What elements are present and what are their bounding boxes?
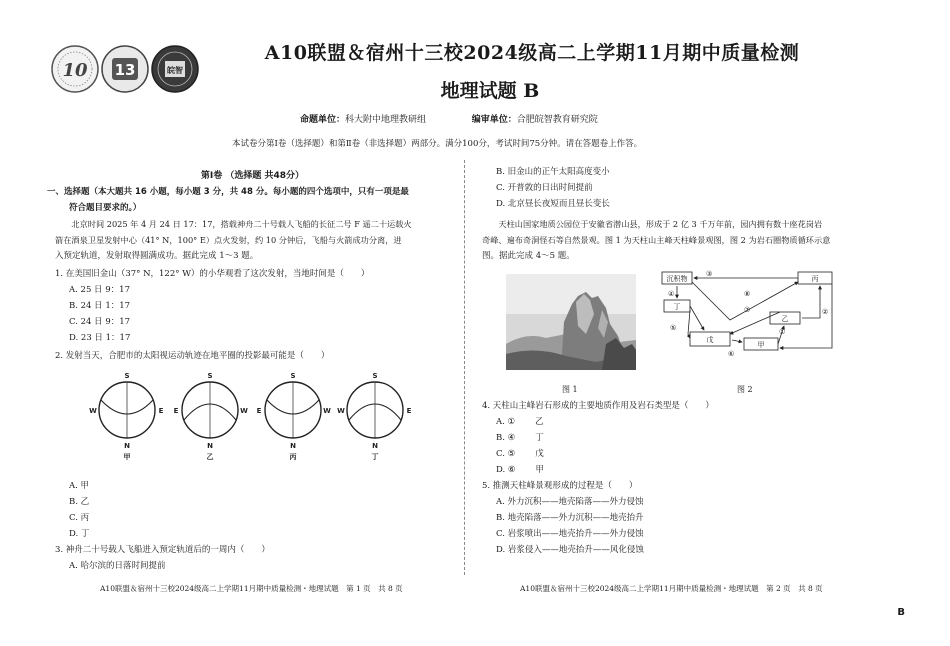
page-letter: B (897, 607, 905, 618)
setter-label: 命题单位： (300, 115, 346, 125)
q5-option[interactable]: B. 地壳陷落——外力沉积——地壳抬升 (496, 513, 644, 523)
label-n1: ① (779, 328, 786, 336)
diagram-jia-right: E (158, 407, 164, 415)
q5-option[interactable]: C. 岩浆喷出——地壳抬升——外力侵蚀 (496, 529, 644, 539)
label-n7: ⑦ (744, 306, 751, 314)
q1-option[interactable]: B. 24 日 1：17 (69, 301, 131, 311)
diagram-jia-left: W (89, 407, 97, 415)
passage-1-line-3: 入预定轨道，发射取得圆满成功。据此完成 1～3 题。 (55, 251, 259, 261)
diagram-ding-label: 丁 (371, 453, 379, 461)
q3-option[interactable]: B. 旧金山的正午太阳高度变小 (496, 167, 610, 177)
q5-option[interactable]: A. 外力沉积——地壳陷落——外力侵蚀 (496, 497, 644, 507)
q4-option[interactable] (482, 462, 877, 478)
q3-option[interactable]: C. 开普敦的日出时间提前 (496, 183, 593, 193)
reviewer-label: 编审单位： (471, 115, 517, 125)
diagram-bing-left: E (256, 407, 262, 415)
setter-value: 科大附中地理教研组 (345, 115, 427, 125)
passage-1-line-2: 箭在酒泉卫星发射中心（41° N，100° E）点火发射，约 10 分钟后，飞船与火箭成功分离，进 (55, 235, 402, 245)
passage-1-line-1: 北京时间 2025 年 4 月 24 日 17：17，搭载神舟二十号载人飞船的长征二号 F 遥二十运载火 (71, 219, 412, 229)
q4-option-d: D. ⑥ (496, 465, 516, 475)
diagram-yi-top: S (207, 372, 213, 380)
diagram-ding-right: E (406, 407, 412, 415)
q3-option[interactable]: A. 哈尔滨的日落时间提前 (69, 561, 166, 571)
figure-2-caption: 图 2 (737, 385, 753, 394)
label-sediment: 沉积物 (666, 275, 688, 283)
q2-option[interactable]: A. 甲 (69, 481, 90, 491)
q4-option[interactable] (482, 446, 877, 462)
diagram-bing-label: 丙 (289, 453, 297, 461)
diagram-ding-bottom: N (372, 442, 378, 450)
q1-option[interactable]: D. 23 日 1：17 (69, 333, 131, 343)
figure-1-caption: 图 1 (562, 385, 578, 394)
diagram-bing-top: S (290, 372, 296, 380)
q2-option[interactable]: B. 乙 (69, 497, 90, 507)
q2-option[interactable]: C. 丙 (69, 513, 90, 523)
figures-row (482, 270, 877, 398)
a10-alliance-logo (52, 46, 98, 92)
rock-cycle-diagram (660, 270, 835, 380)
label-wu: 戊 (706, 336, 714, 344)
question-4: 4. 天柱山主峰岩石形成的主要地质作用及岩石类型是（ ） (482, 401, 714, 411)
q4-option-c: C. ⑤ (496, 449, 516, 459)
diagram-ding-left: W (337, 407, 345, 415)
label-n5: ⑤ (670, 324, 677, 332)
diagram-yi-right: W (240, 407, 248, 415)
q4-option-a-rock: 乙 (535, 417, 544, 427)
label-n8: ⑧ (744, 290, 751, 298)
diagram-bing (257, 372, 332, 461)
svg-text:皖智: 皖智 (167, 66, 183, 75)
diagram-jia-label: 甲 (123, 453, 131, 461)
label-n3: ③ (706, 270, 713, 278)
svg-text:10: 10 (62, 60, 88, 81)
label-bing: 丙 (811, 275, 819, 283)
footer-left: A10联盟＆宿州十三校2024级高二上学期11月期中质量检测・地理试题 第 1 页 共 8 页 (100, 584, 403, 593)
q1-option[interactable]: A. 25 日 9：17 (69, 285, 130, 295)
reviewer-value: 合肥皖智教育研究院 (516, 115, 598, 125)
q2-option[interactable]: D. 丁 (69, 529, 90, 539)
diagram-yi-label: 乙 (206, 453, 214, 461)
q4-option-d-rock: 甲 (535, 465, 545, 475)
left-column (47, 168, 450, 574)
label-ding: 丁 (673, 303, 681, 311)
diagram-jia-bottom: N (124, 442, 130, 450)
footer-right: A10联盟＆宿州十三校2024级高二上学期11月期中质量检测・地理试题 第 2 页 共 8 页 (520, 584, 823, 593)
part-heading: 一、选择题（本大题共 16 小题，每小题 3 分，共 48 分。每小题的四个选项中，只有一项是最 (47, 187, 409, 197)
part-heading-cont: 符合题目要求的。） (69, 203, 142, 213)
wanzhi-logo (152, 46, 198, 92)
sun-path-diagrams (55, 368, 450, 464)
exam-units (300, 112, 598, 125)
diagram-ding (337, 372, 411, 461)
q4-option[interactable] (482, 414, 877, 430)
tianzhu-peak-photo (506, 274, 636, 370)
diagram-yi-bottom: N (207, 442, 213, 450)
label-n4: ④ (668, 290, 675, 298)
q4-option[interactable] (482, 430, 877, 446)
exam-subtitle: 地理试题 B (440, 80, 540, 102)
q4-option-c-rock: 戊 (535, 449, 544, 459)
question-1: 1. 在美国旧金山（37° N，122° W）的小华观看了这次发射，当地时间是（ ） (55, 269, 370, 279)
label-n2: ② (822, 308, 829, 316)
diagram-bing-bottom: N (290, 442, 296, 450)
label-jia: 甲 (757, 341, 765, 349)
header-logos (50, 40, 200, 100)
question-3: 3. 神舟二十号载人飞船进入预定轨道后的一周内（ ） (55, 545, 270, 555)
q4-option-a: A. ① (496, 417, 516, 427)
question-5: 5. 推测天柱峰景观形成的过程是（ ） (482, 481, 638, 491)
right-column (482, 164, 877, 558)
svg-text:13: 13 (114, 61, 136, 79)
q4-option-b: B. ④ (496, 433, 516, 443)
diagram-yi-left: E (173, 407, 179, 415)
exam-instructions: 本试卷分第Ⅰ卷（选择题）和第Ⅱ卷（非选择题）两部分。满分100分，考试时间75分钟。请在答题卷上作答。 (232, 139, 643, 149)
diagram-ding-top: S (372, 372, 378, 380)
section-title: 第Ⅰ卷 （选择题 共48分） (200, 171, 305, 181)
diagram-yi (174, 372, 249, 461)
q3-option[interactable]: D. 北京昼长夜短而且昼长变长 (496, 199, 610, 209)
q4-option-b-rock: 丁 (535, 433, 544, 443)
diagram-bing-right: W (323, 407, 331, 415)
label-yi: 乙 (781, 315, 789, 323)
diagram-jia (89, 372, 163, 461)
passage-2-line-2: 奇峰、遍布奇洞怪石等自然景观。图 1 为天柱山主峰天柱峰景观图，图 2 为岩石圈物质循环示意 (482, 235, 831, 245)
diagram-jia-top: S (124, 372, 130, 380)
passage-2-line-1: 天柱山国家地质公园位于安徽省潜山县，形成于 2 亿 3 千万年前，园内拥有数十座花岗岩 (498, 219, 823, 229)
q5-option[interactable]: D. 岩浆侵入——地壳抬升——风化侵蚀 (496, 545, 644, 555)
question-2: 2. 发射当天，合肥市的太阳视运动轨迹在地平圈的投影最可能是（ ） (55, 351, 330, 361)
exam-title: A10联盟＆宿州十三校2024级高二上学期11月期中质量检测 (264, 42, 800, 64)
suzhou-13-logo (102, 46, 148, 92)
column-divider (464, 160, 465, 575)
q1-option[interactable]: C. 24 日 9：17 (69, 317, 131, 327)
passage-2-line-3: 图。据此完成 4～5 题。 (482, 251, 575, 261)
label-n6: ⑥ (728, 350, 735, 358)
